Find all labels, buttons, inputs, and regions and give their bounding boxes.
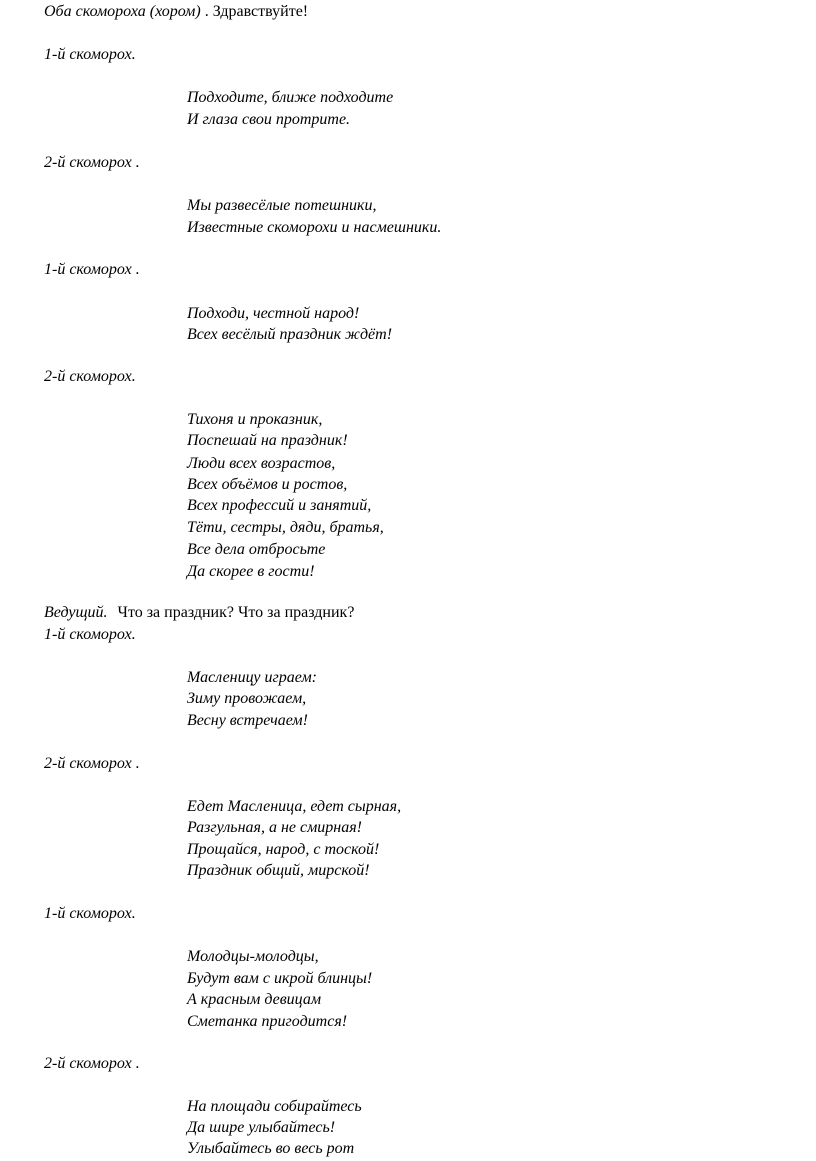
verse-line: Весну встречаем! <box>187 712 308 729</box>
verse-line: Молодцы-молодцы, <box>187 948 319 965</box>
verse-line: На площади собирайтесь <box>187 1098 362 1115</box>
host-line <box>44 605 354 621</box>
verse-line: Да шире улыбайтесь! <box>187 1119 336 1136</box>
verse-line: Тихоня и проказник, <box>187 411 323 428</box>
opening-line <box>44 4 308 20</box>
verse-line: Прощайся, народ, с тоской! <box>187 841 380 858</box>
speaker-label: 1-й скоморох. <box>44 626 136 643</box>
speaker-label: 2-й скоморох . <box>44 755 140 772</box>
verse-line: Зиму провожаем, <box>187 690 307 707</box>
verse-line: Да скорее в гости! <box>187 563 315 580</box>
speaker-label: Ведущий. <box>44 604 108 621</box>
verse-line: Всех профессий и занятий, <box>187 497 372 514</box>
verse-line: Сметанка пригодится! <box>187 1013 348 1030</box>
speaker-label: 2-й скоморох . <box>44 1055 140 1072</box>
verse-line: Подходи, честной народ! <box>187 305 360 322</box>
verse-line: Улыбайтесь во весь рот <box>187 1140 355 1157</box>
verse-line: Всех весёлый праздник ждёт! <box>187 326 393 343</box>
speaker-label: 1-й скоморох. <box>44 905 136 922</box>
verse-line: Будут вам с икрой блинцы! <box>187 970 373 987</box>
speaker-label: 2-й скоморох. <box>44 368 136 385</box>
verse-line: Все дела отбросьте <box>187 541 326 558</box>
speaker-label: 1-й скоморох . <box>44 261 140 278</box>
verse-line: Едет Масленица, едет сырная, <box>187 798 402 815</box>
verse-line: Поспешай на праздник! <box>187 432 348 449</box>
verse-line: А красным девицам <box>187 991 322 1008</box>
verse-line: Люди всех возрастов, <box>187 455 336 472</box>
speaker-label: 2-й скоморох . <box>44 154 140 171</box>
verse-line: И глаза свои протрите. <box>187 111 351 128</box>
verse-line: Подходите, ближе подходите <box>187 89 394 106</box>
verse-line: Разгульная, а не смирная! <box>187 819 363 836</box>
verse-line: Тёти, сестры, дяди, братья, <box>187 519 384 536</box>
verse-line: Масленицу играем: <box>187 669 317 686</box>
host-text: Что за праздник? Что за праздник? <box>117 604 355 621</box>
verse-line: Всех объёмов и ростов, <box>187 476 348 493</box>
opening-text: . Здравствуйте! <box>204 3 309 20</box>
speaker-label: 1-й скоморох. <box>44 46 136 63</box>
verse-line: Известные скоморохи и насмешники. <box>187 219 442 236</box>
speaker-label: Оба скомороха (хором) <box>44 3 201 20</box>
verse-line: Мы развесёлые потешники, <box>187 197 377 214</box>
verse-line: Праздник общий, мирской! <box>187 862 370 879</box>
